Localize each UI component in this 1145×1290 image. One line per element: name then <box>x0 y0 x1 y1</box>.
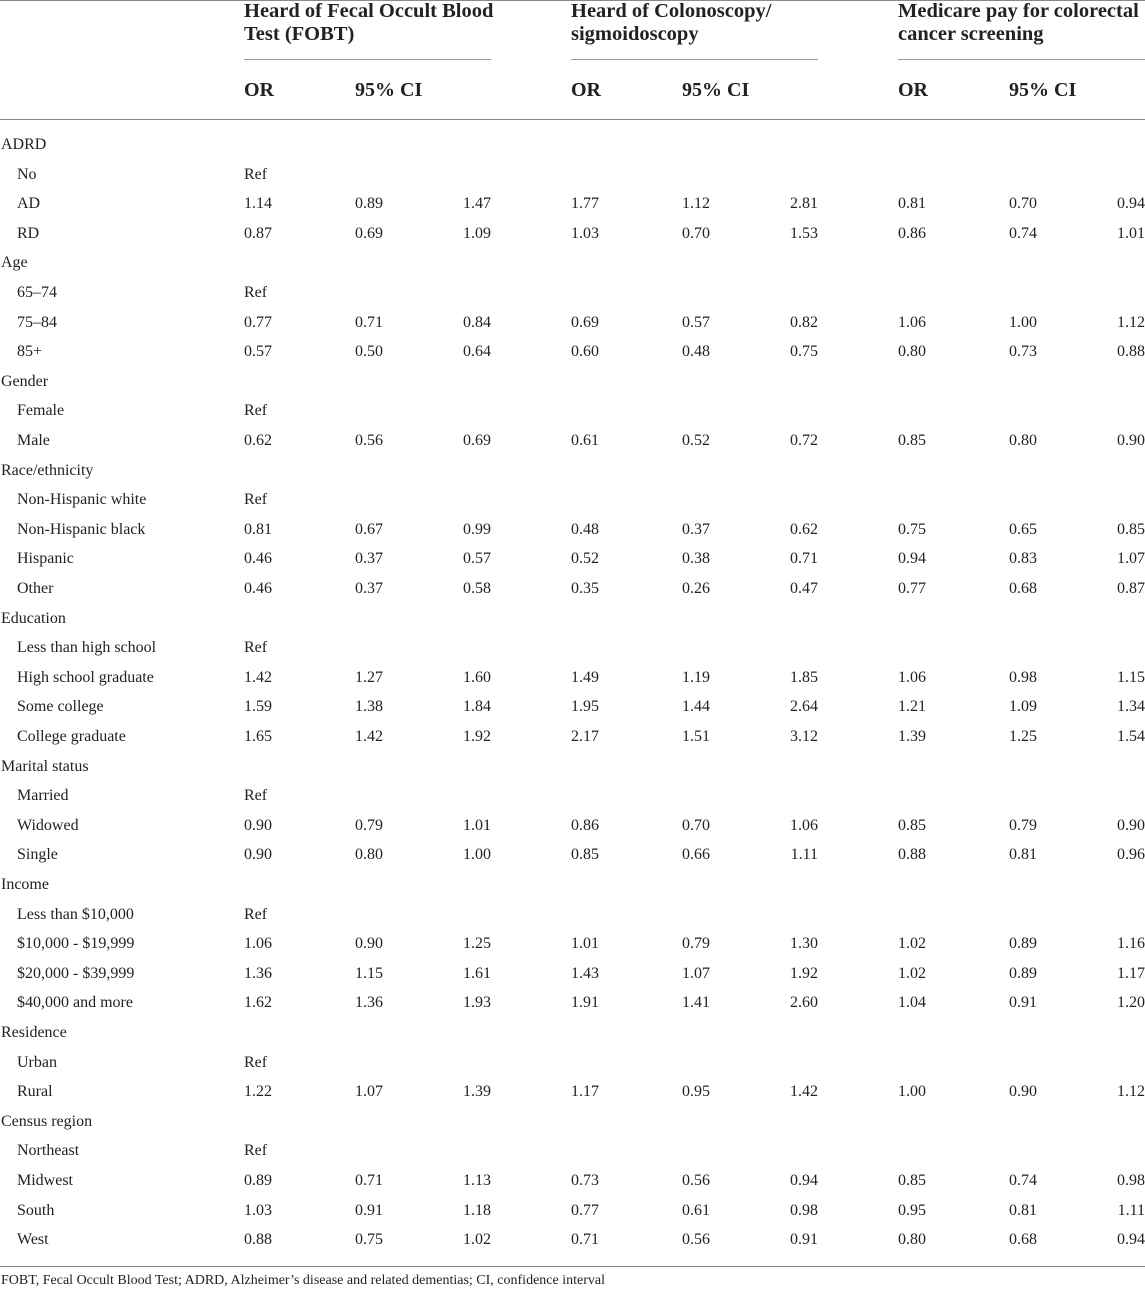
table-cell: 0.65 <box>1009 521 1037 538</box>
table-cell: Ref <box>244 491 268 508</box>
table-cell: 0.69 <box>355 225 383 242</box>
table-cell: 0.90 <box>1117 432 1145 449</box>
row-label: Married <box>17 787 69 804</box>
row-label: Female <box>17 402 65 419</box>
table-cell: 0.71 <box>355 314 383 331</box>
table-cell: 1.65 <box>244 728 272 745</box>
table-cell: 1.42 <box>244 669 272 686</box>
row-label: $40,000 and more <box>17 994 133 1011</box>
table-cell: 0.98 <box>790 1202 818 1219</box>
table-cell: Ref <box>244 906 268 923</box>
table-cell: 0.81 <box>1009 846 1037 863</box>
table-cell: Ref <box>244 1142 268 1159</box>
table-cell: 1.85 <box>790 669 818 686</box>
table-cell: 0.48 <box>571 521 599 538</box>
table-cell: 1.07 <box>355 1083 383 1100</box>
table-cell: 0.61 <box>682 1202 710 1219</box>
table-cell: 0.56 <box>355 432 383 449</box>
table-cell: 0.52 <box>571 550 599 567</box>
row-label: Other <box>17 580 54 597</box>
table-cell: 0.91 <box>355 1202 383 1219</box>
group-rule-colonoscopy <box>571 59 818 60</box>
table-cell: 1.06 <box>790 817 818 834</box>
row-label: Male <box>17 432 50 449</box>
table-cell: 0.85 <box>898 817 926 834</box>
table-cell: 2.81 <box>790 195 818 212</box>
table-cell: 1.84 <box>463 698 491 715</box>
table-cell: 1.39 <box>463 1083 491 1100</box>
table-cell: 1.92 <box>463 728 491 745</box>
row-label: Urban <box>17 1054 57 1071</box>
table-cell: 1.09 <box>1009 698 1037 715</box>
section-label: Census region <box>1 1113 93 1130</box>
table-cell: 0.90 <box>244 817 272 834</box>
table-cell: 1.02 <box>898 935 926 952</box>
table-cell: 1.42 <box>790 1083 818 1100</box>
group-header-line: sigmoidoscopy <box>571 23 699 45</box>
table-cell: 1.06 <box>898 314 926 331</box>
table-cell: 0.94 <box>790 1172 818 1189</box>
table-cell: 0.38 <box>682 550 710 567</box>
table-cell: 1.01 <box>571 935 599 952</box>
table-cell: 1.36 <box>355 994 383 1011</box>
table-cell: 0.86 <box>571 817 599 834</box>
table-cell: 1.15 <box>355 965 383 982</box>
table-cell: 0.37 <box>682 521 710 538</box>
table-cell: 0.85 <box>571 846 599 863</box>
table-cell: 0.79 <box>682 935 710 952</box>
section-label: Gender <box>1 373 49 390</box>
table-cell: 0.90 <box>355 935 383 952</box>
row-label: $10,000 - $19,999 <box>17 935 135 952</box>
table-cell: 0.79 <box>1009 817 1037 834</box>
table-cell: 1.19 <box>682 669 710 686</box>
table-cell: 0.26 <box>682 580 710 597</box>
table-cell: 0.81 <box>244 521 272 538</box>
table-cell: 0.70 <box>1009 195 1037 212</box>
table-cell: 1.21 <box>898 698 926 715</box>
table-bottom-rule <box>0 1266 1145 1267</box>
table-cell: 1.11 <box>790 846 818 863</box>
row-label: College graduate <box>17 728 126 745</box>
row-label: Single <box>17 846 58 863</box>
group-header-line: Heard of Fecal Occult Blood <box>244 0 494 22</box>
table-cell: 0.91 <box>790 1231 818 1248</box>
table-cell: 0.56 <box>682 1172 710 1189</box>
table-cell: 1.36 <box>244 965 272 982</box>
table-cell: 0.58 <box>463 580 491 597</box>
table-cell: 0.71 <box>355 1172 383 1189</box>
group-header-line: Heard of Colonoscopy/ <box>571 0 772 22</box>
table-cell: 0.77 <box>898 580 926 597</box>
table-cell: 0.72 <box>790 432 818 449</box>
table-cell: 1.06 <box>244 935 272 952</box>
table-cell: 0.37 <box>355 580 383 597</box>
table-cell: 1.62 <box>244 994 272 1011</box>
table-cell: 0.89 <box>1009 965 1037 982</box>
table-cell: 1.27 <box>355 669 383 686</box>
table-cell: 0.86 <box>898 225 926 242</box>
group-header-colonoscopy <box>571 0 771 46</box>
table-cell: 0.75 <box>898 521 926 538</box>
row-label: AD <box>17 195 41 212</box>
table-cell: 0.90 <box>1009 1083 1037 1100</box>
table-cell: 0.85 <box>898 1172 926 1189</box>
or-header-fobt: OR <box>244 79 274 101</box>
table-cell: 0.67 <box>355 521 383 538</box>
row-label: Midwest <box>17 1172 73 1189</box>
table-cell: 1.41 <box>682 994 710 1011</box>
table-cell: Ref <box>244 284 268 301</box>
table-cell: 0.47 <box>790 580 818 597</box>
table-cell: 0.71 <box>790 550 818 567</box>
table-cell: 1.00 <box>463 846 491 863</box>
table-cell: 0.81 <box>1009 1202 1037 1219</box>
table-cell: 0.90 <box>244 846 272 863</box>
table-cell: 0.88 <box>1117 343 1145 360</box>
row-label: Non-Hispanic white <box>17 491 147 508</box>
table-cell: 1.02 <box>898 965 926 982</box>
table-cell: 1.14 <box>244 195 272 212</box>
table-cell: 0.70 <box>682 225 710 242</box>
table-cell: 0.68 <box>1009 1231 1037 1248</box>
table-cell: 1.13 <box>463 1172 491 1189</box>
ci-header-fobt: 95% CI <box>355 79 423 101</box>
ci-header-colonoscopy: 95% CI <box>682 79 750 101</box>
table-cell: 1.12 <box>1117 314 1145 331</box>
table-cell: 0.74 <box>1009 1172 1037 1189</box>
table-cell: 0.50 <box>355 343 383 360</box>
section-label: Age <box>1 254 28 271</box>
table-cell: 0.70 <box>682 817 710 834</box>
or-header-colonoscopy: OR <box>571 79 601 101</box>
row-label: Less than high school <box>17 639 157 656</box>
table-cell: 0.83 <box>1009 550 1037 567</box>
table-cell: 2.17 <box>571 728 599 745</box>
table-cell: 1.34 <box>1117 698 1145 715</box>
table-cell: 1.12 <box>1117 1083 1145 1100</box>
table-cell: 1.61 <box>463 965 491 982</box>
table-cell: 1.01 <box>1117 225 1145 242</box>
table-cell: 0.87 <box>1117 580 1145 597</box>
table-cell: 1.22 <box>244 1083 272 1100</box>
table-cell: Ref <box>244 787 268 804</box>
table-cell: 0.73 <box>571 1172 599 1189</box>
table-cell: 0.74 <box>1009 225 1037 242</box>
table-cell: 1.03 <box>244 1202 272 1219</box>
table-cell: 0.75 <box>790 343 818 360</box>
table-cell: 1.09 <box>463 225 491 242</box>
section-label: Marital status <box>1 758 89 775</box>
table-cell: 1.17 <box>571 1083 599 1100</box>
table-cell: 0.57 <box>244 343 272 360</box>
table-cell: 0.77 <box>244 314 272 331</box>
table-cell: 1.15 <box>1117 669 1145 686</box>
row-label: Non-Hispanic black <box>17 521 146 538</box>
group-header-line: Medicare pay for colorectal <box>898 0 1139 22</box>
table-cell: 0.98 <box>1117 1172 1145 1189</box>
table-cell: 1.12 <box>682 195 710 212</box>
table-cell: 0.84 <box>463 314 491 331</box>
table-cell: Ref <box>244 639 268 656</box>
table-cell: 0.85 <box>898 432 926 449</box>
table-cell: 1.03 <box>571 225 599 242</box>
group-header-line: cancer screening <box>898 23 1044 45</box>
row-label: 65–74 <box>17 284 57 301</box>
table-cell: 1.54 <box>1117 728 1145 745</box>
table-cell: 1.25 <box>1009 728 1037 745</box>
table-cell: 0.94 <box>898 550 926 567</box>
table-cell: 0.61 <box>571 432 599 449</box>
table-cell: 0.46 <box>244 550 272 567</box>
table-cell: 0.62 <box>244 432 272 449</box>
table-cell: 0.91 <box>1009 994 1037 1011</box>
table-cell: 1.77 <box>571 195 599 212</box>
table-cell: 1.49 <box>571 669 599 686</box>
table-cell: 1.43 <box>571 965 599 982</box>
table-cell: Ref <box>244 402 268 419</box>
table-cell: Ref <box>244 166 268 183</box>
table-cell: 1.20 <box>1117 994 1145 1011</box>
table-cell: 2.64 <box>790 698 818 715</box>
table-cell: 0.46 <box>244 580 272 597</box>
table-cell: 0.89 <box>1009 935 1037 952</box>
table-cell: 0.80 <box>355 846 383 863</box>
ci-header-medicare: 95% CI <box>1009 79 1077 101</box>
table-cell: 1.92 <box>790 965 818 982</box>
table-cell: 1.59 <box>244 698 272 715</box>
row-label: South <box>17 1202 55 1219</box>
header-rule <box>0 119 1145 120</box>
table-cell: 0.88 <box>244 1231 272 1248</box>
table-cell: 1.16 <box>1117 935 1145 952</box>
table-cell: 0.69 <box>463 432 491 449</box>
footnote: FOBT, Fecal Occult Blood Test; ADRD, Alzheimer’s disease and related dementias; CI, confidence interval <box>1 1273 605 1288</box>
table-cell: 3.12 <box>790 728 818 745</box>
table-cell: 0.57 <box>463 550 491 567</box>
table-cell: 1.47 <box>463 195 491 212</box>
table-cell: 0.80 <box>898 1231 926 1248</box>
table-cell: 1.51 <box>682 728 710 745</box>
section-label: ADRD <box>1 136 47 153</box>
row-label: Widowed <box>17 817 79 834</box>
table-cell: 1.17 <box>1117 965 1145 982</box>
table-cell: 0.69 <box>571 314 599 331</box>
table-cell: 0.71 <box>571 1231 599 1248</box>
row-label: High school graduate <box>17 669 154 686</box>
table-cell: 0.60 <box>571 343 599 360</box>
table-cell: 1.25 <box>463 935 491 952</box>
row-label: West <box>17 1231 49 1248</box>
table-cell: 0.73 <box>1009 343 1037 360</box>
table-cell: 1.01 <box>463 817 491 834</box>
table-cell: 0.85 <box>1117 521 1145 538</box>
table-cell: 0.98 <box>1009 669 1037 686</box>
table-cell: 0.68 <box>1009 580 1037 597</box>
table-cell: 1.42 <box>355 728 383 745</box>
table-cell: 1.07 <box>682 965 710 982</box>
group-header-line: Test (FOBT) <box>244 23 355 45</box>
table-cell: 1.18 <box>463 1202 491 1219</box>
table-cell: 0.95 <box>682 1083 710 1100</box>
table-cell: 0.48 <box>682 343 710 360</box>
section-label: Income <box>1 876 49 893</box>
table-cell: 1.11 <box>1117 1202 1145 1219</box>
table-cell: 0.94 <box>1117 195 1145 212</box>
table-cell: 1.93 <box>463 994 491 1011</box>
row-label: Some college <box>17 698 104 715</box>
table-cell: 1.95 <box>571 698 599 715</box>
table-cell: 0.52 <box>682 432 710 449</box>
table-cell: 1.04 <box>898 994 926 1011</box>
table-cell: 1.00 <box>1009 314 1037 331</box>
table-cell: 0.62 <box>790 521 818 538</box>
table-cell: 1.00 <box>898 1083 926 1100</box>
row-label: 85+ <box>17 343 43 360</box>
section-label: Race/ethnicity <box>1 462 94 479</box>
or-header-medicare: OR <box>898 79 928 101</box>
table-cell: 1.07 <box>1117 550 1145 567</box>
table-cell: 1.53 <box>790 225 818 242</box>
group-header-medicare <box>898 0 1139 46</box>
table-cell: 1.06 <box>898 669 926 686</box>
table-cell: 1.60 <box>463 669 491 686</box>
table-cell: 0.82 <box>790 314 818 331</box>
row-label: Less than $10,000 <box>17 906 134 923</box>
row-label: Rural <box>17 1083 53 1100</box>
table-cell: 1.38 <box>355 698 383 715</box>
table-cell: 1.39 <box>898 728 926 745</box>
table-cell: 0.81 <box>898 195 926 212</box>
table-cell: 0.88 <box>898 846 926 863</box>
table-cell: 0.80 <box>898 343 926 360</box>
table-cell: 0.87 <box>244 225 272 242</box>
table-cell: 0.79 <box>355 817 383 834</box>
table-cell: 0.57 <box>682 314 710 331</box>
group-rule-medicare <box>898 59 1145 60</box>
table-cell: 0.56 <box>682 1231 710 1248</box>
section-label: Education <box>1 610 66 627</box>
table-cell: 0.80 <box>1009 432 1037 449</box>
table-cell: 2.60 <box>790 994 818 1011</box>
row-label: 75–84 <box>17 314 57 331</box>
table-cell: 1.30 <box>790 935 818 952</box>
row-label: Northeast <box>17 1142 80 1159</box>
table-cell: 0.95 <box>898 1202 926 1219</box>
table-cell: 0.89 <box>244 1172 272 1189</box>
table-cell: 0.75 <box>355 1231 383 1248</box>
table-cell: 0.37 <box>355 550 383 567</box>
row-label: $20,000 - $39,999 <box>17 965 135 982</box>
table-cell: 0.99 <box>463 521 491 538</box>
row-label: Hispanic <box>17 550 74 567</box>
table-cell: 1.91 <box>571 994 599 1011</box>
table-cell: Ref <box>244 1054 268 1071</box>
table-cell: 0.94 <box>1117 1231 1145 1248</box>
table-cell: 0.64 <box>463 343 491 360</box>
group-rule-fobt <box>244 59 491 60</box>
table-cell: 0.96 <box>1117 846 1145 863</box>
section-label: Residence <box>1 1024 67 1041</box>
table-cell: 0.35 <box>571 580 599 597</box>
table-cell: 0.89 <box>355 195 383 212</box>
table-cell: 1.44 <box>682 698 710 715</box>
table-cell: 0.66 <box>682 846 710 863</box>
table-cell: 1.02 <box>463 1231 491 1248</box>
table-cell: 0.90 <box>1117 817 1145 834</box>
table-cell: 0.77 <box>571 1202 599 1219</box>
row-label: No <box>17 166 37 183</box>
row-label: RD <box>17 225 40 242</box>
group-header-fobt <box>244 0 493 46</box>
